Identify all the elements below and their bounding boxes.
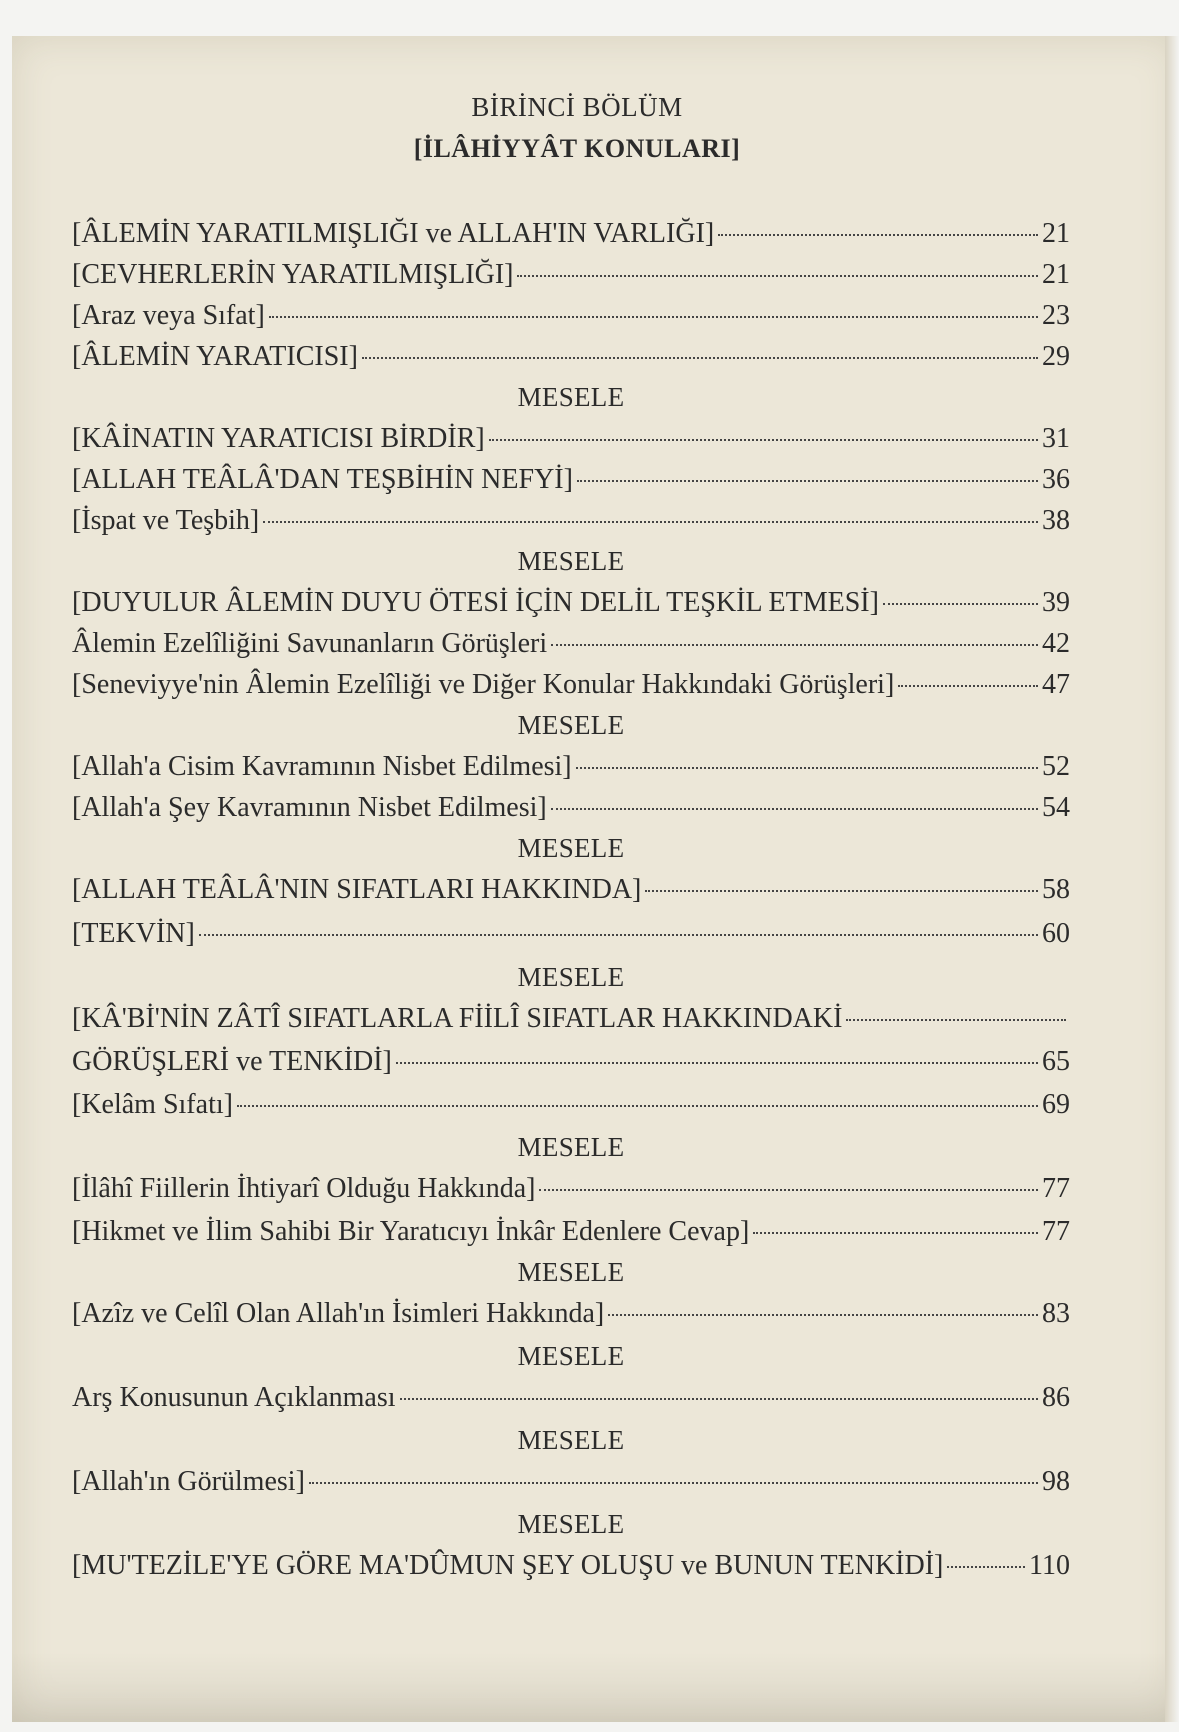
dot-leader xyxy=(269,316,1038,318)
book-page xyxy=(12,36,1179,1722)
dot-leader xyxy=(489,439,1038,441)
toc-entry xyxy=(72,587,1070,628)
toc-entry-page: 42 xyxy=(1042,628,1070,659)
section-heading: MESELE xyxy=(517,710,625,740)
toc-entry-title: [MU'TEZİLE'YE GÖRE MA'DÛMUN ŞEY OLUŞU ve BUNUN TENKİDİ] xyxy=(72,1550,944,1581)
toc-entry-title: [Kelâm Sıfatı] xyxy=(72,1089,233,1120)
toc-entry-page: 77 xyxy=(1042,1216,1070,1247)
section-heading: MESELE xyxy=(517,546,625,576)
toc-entry xyxy=(72,1382,1070,1425)
toc-entry xyxy=(72,1298,1070,1341)
toc-entry-title: Âlemin Ezelîliğini Savunanların Görüşleri xyxy=(72,628,548,659)
toc-entry xyxy=(72,505,1070,546)
toc-entry xyxy=(72,1089,1070,1132)
toc-entry-title: [KÂİNATIN YARATICISI BİRDİR] xyxy=(72,423,485,454)
part-subtitle: [İLÂHİYYÂT KONULARI] xyxy=(413,134,741,163)
toc-entry-page: 47 xyxy=(1042,669,1070,700)
toc-entry-page: 31 xyxy=(1042,423,1070,454)
dot-leader xyxy=(846,1019,1066,1021)
toc-entry xyxy=(72,792,1070,833)
toc-entry xyxy=(72,423,1070,464)
dot-leader xyxy=(551,808,1038,810)
dot-leader xyxy=(883,603,1038,605)
section-heading: MESELE xyxy=(517,382,625,412)
dot-leader xyxy=(517,275,1038,277)
dot-leader xyxy=(400,1398,1038,1400)
toc-entry-title: [Allah'a Cisim Kavramının Nisbet Edilmesi] xyxy=(72,751,572,782)
toc-entry-title: [Seneviyye'nin Âlemin Ezelîliği ve Diğer Konular Hakkındaki Görüşleri] xyxy=(72,669,895,700)
dot-leader xyxy=(608,1314,1038,1316)
toc-entry xyxy=(72,1550,1070,1591)
toc-entry xyxy=(72,300,1070,341)
toc-entry xyxy=(72,464,1070,505)
toc-entry-title: [İspat ve Teşbih] xyxy=(72,505,260,536)
toc-entry-title: [TEKVİN] xyxy=(72,918,195,949)
toc-entry-page: 29 xyxy=(1042,341,1070,372)
toc-entry-page: 39 xyxy=(1042,587,1070,618)
section-heading: MESELE xyxy=(517,1132,625,1162)
toc-entry xyxy=(72,1173,1070,1216)
toc-entry-page: 98 xyxy=(1042,1466,1070,1497)
toc-entry xyxy=(72,1003,1070,1046)
toc-entry-title: [ÂLEMİN YARATICISI] xyxy=(72,341,358,372)
toc-entry xyxy=(72,874,1070,918)
section-heading: MESELE xyxy=(517,1509,625,1539)
dot-leader xyxy=(576,767,1038,769)
toc-entry-page: 69 xyxy=(1042,1089,1070,1120)
toc-entry xyxy=(72,1046,1070,1089)
dot-leader xyxy=(718,234,1038,236)
page-edge xyxy=(1165,36,1179,1722)
toc-entry-page: 21 xyxy=(1042,218,1070,249)
toc-entry-page: 110 xyxy=(1029,1550,1070,1581)
section-heading: MESELE xyxy=(517,1257,625,1287)
dot-leader xyxy=(263,521,1038,523)
dot-leader xyxy=(551,644,1038,646)
part-heading: BİRİNCİ BÖLÜM xyxy=(471,92,683,122)
toc-entry-title: [Allah'ın Görülmesi] xyxy=(72,1466,305,1497)
toc-entry-page: 77 xyxy=(1042,1173,1070,1204)
section-heading: MESELE xyxy=(517,1425,625,1455)
toc-entry-title: [ÂLEMİN YARATILMIŞLIĞI ve ALLAH'IN VARLIĞI] xyxy=(72,218,715,249)
dot-leader xyxy=(753,1232,1038,1234)
toc-entry-title: [Araz veya Sıfat] xyxy=(72,300,265,331)
toc-entry-title: [DUYULUR ÂLEMİN DUYU ÖTESİ İÇİN DELİL TEŞKİL ETMESİ] xyxy=(72,587,879,618)
toc-entry-title: [CEVHERLERİN YARATILMIŞLIĞI] xyxy=(72,259,514,290)
toc-entry xyxy=(72,218,1070,259)
section-heading: MESELE xyxy=(517,1341,625,1371)
toc-entry-title: [ALLAH TEÂLÂ'NIN SIFATLARI HAKKINDA] xyxy=(72,874,642,905)
dot-leader xyxy=(577,480,1038,482)
dot-leader xyxy=(898,685,1038,687)
dot-leader xyxy=(309,1482,1038,1484)
dot-leader xyxy=(362,357,1038,359)
toc-entry-page: 86 xyxy=(1042,1382,1070,1413)
page-shadow xyxy=(12,1652,1179,1722)
toc-entry xyxy=(72,259,1070,300)
toc-entry-title: [ALLAH TEÂLÂ'DAN TEŞBİHİN NEFYİ] xyxy=(72,464,573,495)
toc-entry-page: 58 xyxy=(1042,874,1070,905)
dot-leader xyxy=(396,1062,1038,1064)
dot-leader xyxy=(237,1105,1038,1107)
toc-entry-title: [Azîz ve Celîl Olan Allah'ın İsimleri Hakkında] xyxy=(72,1298,605,1329)
dot-leader xyxy=(947,1566,1025,1568)
toc-entry-title: [Allah'a Şey Kavramının Nisbet Edilmesi] xyxy=(72,792,547,823)
toc-entry xyxy=(72,1216,1070,1257)
section-heading: MESELE xyxy=(517,833,625,863)
section-heading: MESELE xyxy=(517,962,625,992)
toc-entry-page: 52 xyxy=(1042,751,1070,782)
toc-entry-title: GÖRÜŞLERİ ve TENKİDİ] xyxy=(72,1046,392,1077)
toc-entry-title: [İlâhî Fiillerin İhtiyarî Olduğu Hakkında] xyxy=(72,1173,536,1204)
toc-entry-page: 36 xyxy=(1042,464,1070,495)
toc-entry-page: 38 xyxy=(1042,505,1070,536)
toc-entry-page: 23 xyxy=(1042,300,1070,331)
dot-leader xyxy=(539,1189,1038,1191)
toc-entry-page: 83 xyxy=(1042,1298,1070,1329)
dot-leader xyxy=(645,890,1038,892)
toc-entry-page: 21 xyxy=(1042,259,1070,290)
toc-entry xyxy=(72,751,1070,792)
toc-entry-title: [KÂ'Bİ'NİN ZÂTÎ SIFATLARLA FİİLÎ SIFATLAR HAKKINDAKİ xyxy=(72,1003,843,1034)
dot-leader xyxy=(199,934,1038,936)
toc-entry-page: 65 xyxy=(1042,1046,1070,1077)
toc-entry xyxy=(72,1466,1070,1509)
toc-entry xyxy=(72,628,1070,669)
toc-entry-title: Arş Konusunun Açıklanması xyxy=(72,1382,396,1413)
toc-entry-title: [Hikmet ve İlim Sahibi Bir Yaratıcıyı İnkâr Edenlere Cevap] xyxy=(72,1216,750,1247)
table-of-contents xyxy=(72,218,1070,1591)
toc-entry xyxy=(72,341,1070,382)
toc-entry xyxy=(72,918,1070,962)
toc-entry xyxy=(72,669,1070,710)
toc-entry-page: 54 xyxy=(1042,792,1070,823)
toc-entry-page: 60 xyxy=(1042,918,1070,949)
